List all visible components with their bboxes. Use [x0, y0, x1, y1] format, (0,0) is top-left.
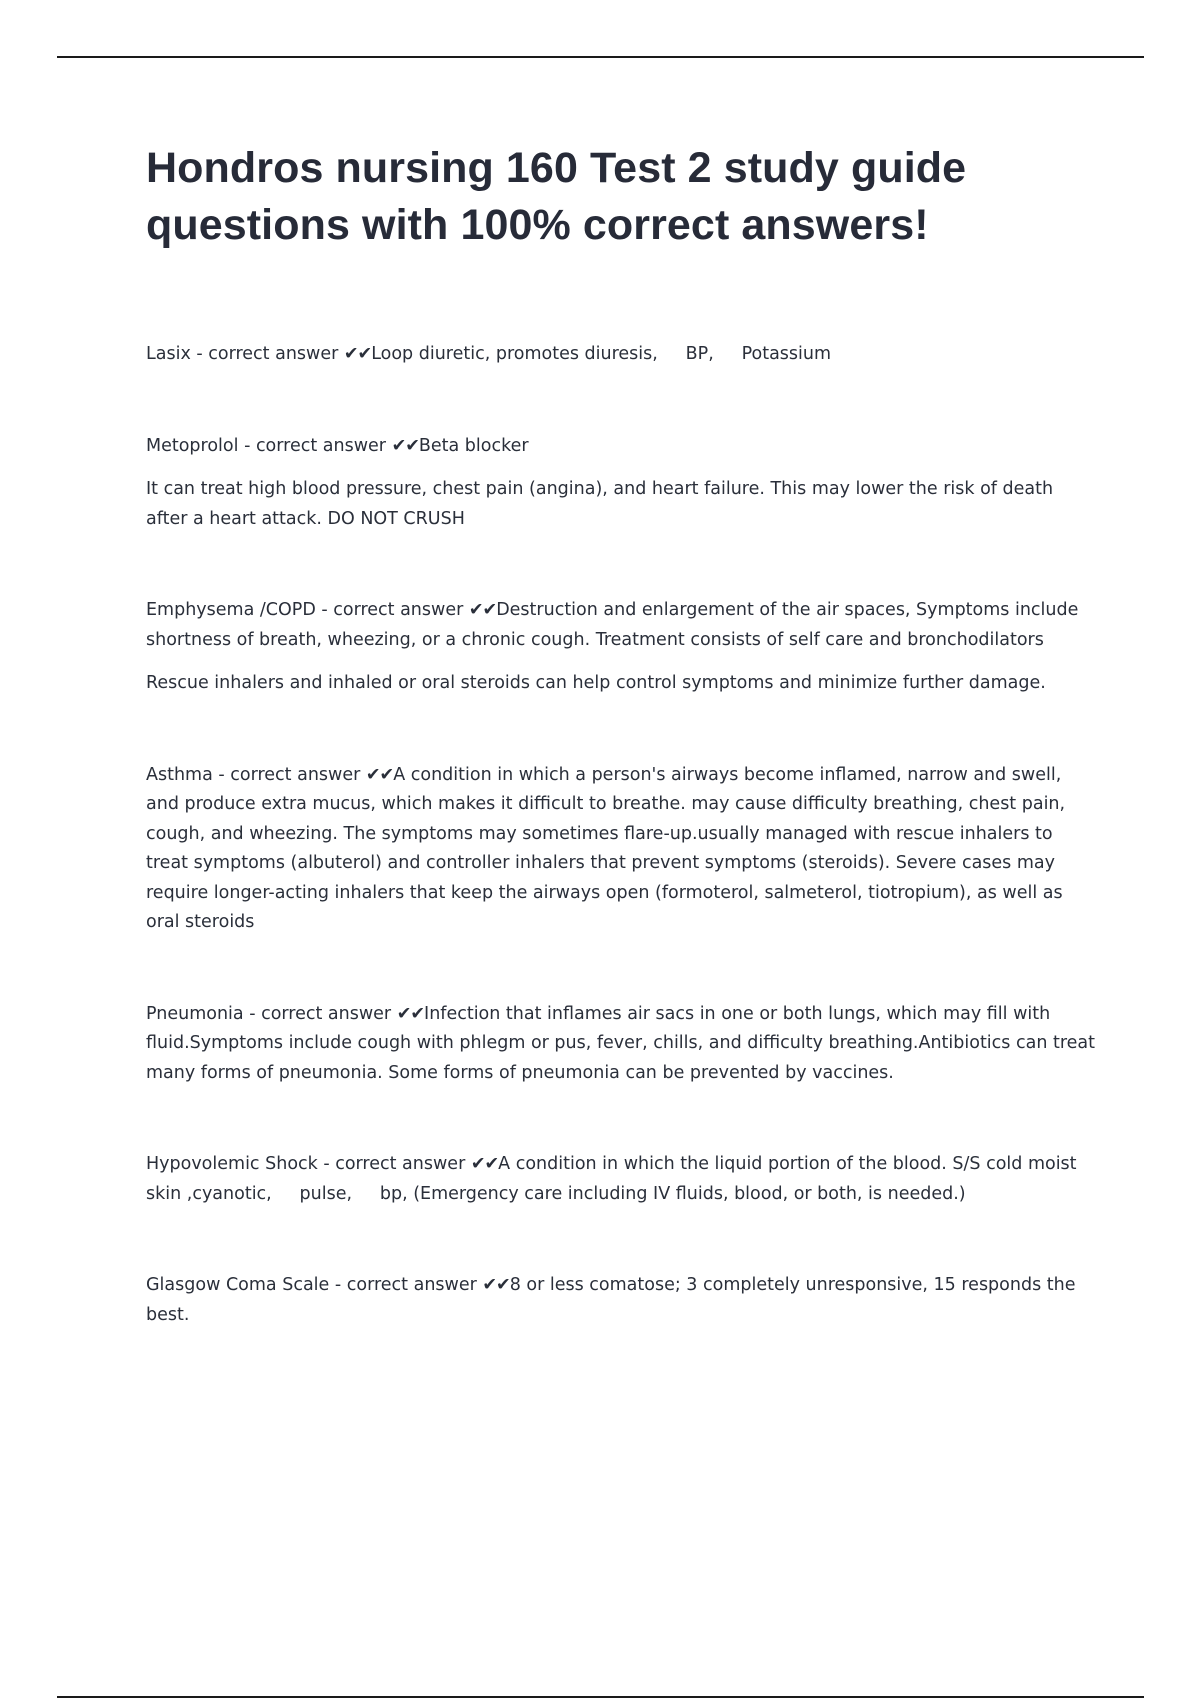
entry-metoprolol	[146, 432, 1096, 535]
entry-glasgow-coma-scale	[146, 1271, 1096, 1330]
entry-answer: Destruction and enlargement of the air spaces, Symptoms include shortness of breath, wheezing, or a chronic cough. Treatment consists of self care and bronchodilators	[146, 600, 1079, 650]
entry-separator: - correct answer	[243, 1003, 397, 1024]
double-check-icon: ✔✔	[470, 1154, 499, 1174]
double-check-icon: ✔✔	[365, 764, 394, 785]
entry-main	[146, 432, 1096, 462]
top-rule	[57, 56, 1144, 58]
entry-separator: - correct answer	[190, 344, 344, 364]
entry-main	[146, 596, 1096, 655]
entry-emphysema-copd	[146, 596, 1096, 699]
entry-separator: - correct answer	[212, 764, 366, 785]
entry-answer: Beta blocker	[418, 435, 529, 456]
entry-extra: It can treat high blood pressure, chest pain (angina), and heart failure. This may lower the risk of death after a heart attack. DO NOT CRUSH	[146, 479, 1054, 529]
entry-pneumonia	[146, 1000, 1096, 1089]
entry-separator: - correct answer	[329, 1275, 483, 1295]
entries-list	[146, 340, 1096, 1330]
double-check-icon: ✔✔	[391, 435, 419, 456]
entry-separator: - correct answer	[238, 435, 392, 456]
entry-answer: 8 or less comatose; 3 completely unresponsive, 15 responds the best.	[146, 1275, 1076, 1325]
entry-main	[146, 761, 1096, 938]
entry-term: Emphysema /COPD	[146, 600, 316, 620]
entry-extra: Rescue inhalers and inhaled or oral steroids can help control symptoms and minimize further damage.	[146, 673, 1046, 693]
entry-asthma	[146, 761, 1096, 938]
double-check-icon: ✔✔	[468, 600, 497, 620]
entry-hypovolemic-shock	[146, 1150, 1096, 1209]
entry-term: Pneumonia	[146, 1003, 244, 1024]
entry-main	[146, 340, 1096, 370]
entry-main	[146, 1271, 1096, 1330]
document-title: Hondros nursing 160 Test 2 study guide questions with 100% correct answers!	[146, 144, 967, 249]
double-check-icon: ✔✔	[482, 1275, 510, 1295]
bottom-rule	[57, 1696, 1144, 1698]
entry-answer: Loop diuretic, promotes diuresis, BP, Potassium	[371, 344, 832, 364]
entry-answer: A condition in which the liquid portion of the blood. S/S cold moist skin ,cyanotic, pulse, bp, (Emergency care including IV fluids, blood, or both, is needed.)	[146, 1154, 1083, 1204]
entry-lasix	[146, 340, 1096, 370]
entry-term: Hypovolemic Shock	[146, 1154, 318, 1174]
entry-term: Lasix	[146, 344, 191, 364]
entry-separator: - correct answer	[317, 1154, 471, 1174]
entry-term: Glasgow Coma Scale	[146, 1275, 330, 1295]
entry-term: Metoprolol	[146, 435, 239, 456]
entry-answer: Infection that inflames air sacs in one or both lungs, which may fill with fluid.Symptoms include cough with phlegm or pus, fever, chills, and difficulty breathing.Antibiotics can treat many forms of pneumonia. Some forms of pneumonia can be prevented by vaccines.	[146, 1003, 1095, 1083]
entry-separator: - correct answer	[315, 600, 469, 620]
entry-main	[146, 1000, 1096, 1089]
double-check-icon: ✔✔	[343, 344, 372, 364]
page-content	[146, 140, 1096, 1392]
entry-term: Asthma	[146, 764, 213, 785]
double-check-icon: ✔✔	[396, 1003, 425, 1024]
entry-main	[146, 1150, 1096, 1209]
entry-answer: A condition in which a person's airways become inflamed, narrow and swell, and produce extra mucus, which makes it difficult to breathe. may cause difficulty breathing, chest pain, cough, and wheezing. The symptoms may sometimes flare-up.usually managed with rescue inhalers to treat symptoms (albuterol) and controller inhalers that prevent symptoms (steroids). Severe cases may require longer-acting inhalers that keep the airways open (formoterol, salmeterol, tiotropium), as well as oral steroids	[146, 764, 1066, 932]
